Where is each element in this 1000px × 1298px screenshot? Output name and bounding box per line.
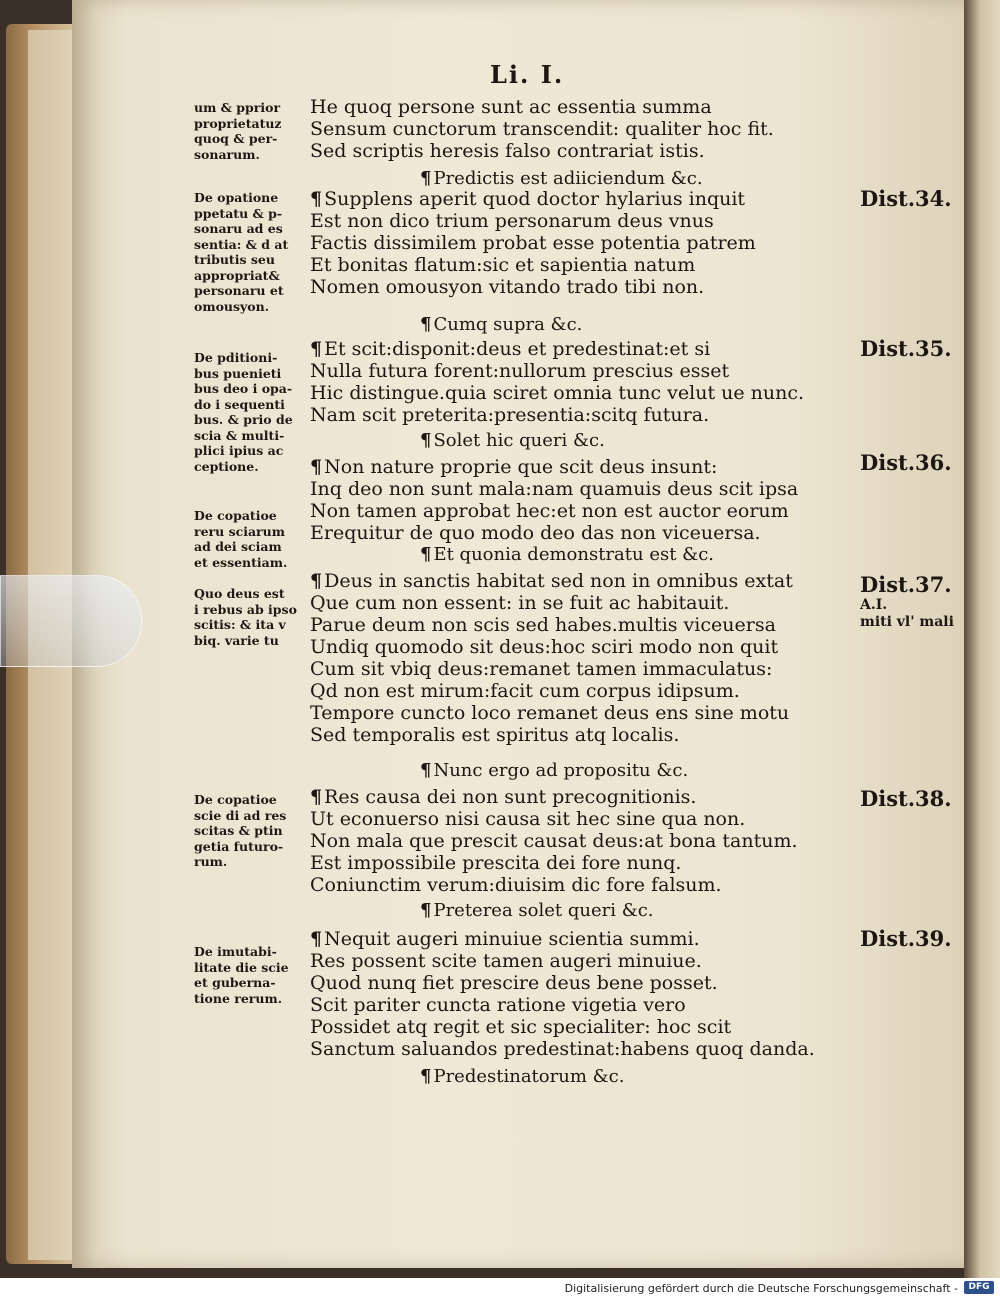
margin-line: i rebus ab ipso <box>194 601 297 617</box>
verse-line: Est impossibile prescita dei fore nunq. <box>310 852 682 874</box>
margin-note <box>194 190 306 314</box>
verse-block <box>310 188 870 298</box>
verse-line: Sed scriptis heresis falso contrariat istis. <box>310 140 705 162</box>
margin-line: De copatioe <box>194 508 277 523</box>
verse-line: ¶ Et scit:disponit:deus et predestinat:et si <box>310 338 711 360</box>
verse-line: Res possent scite tamen augeri minuiue. <box>310 950 702 972</box>
margin-line: um & pprior <box>194 100 281 115</box>
margin-note <box>194 792 306 870</box>
margin-line: personaru et <box>194 283 284 298</box>
funding-notice: Digitalisierung gefördert durch die Deutsche Forschungsgemeinschaft - <box>564 1282 958 1295</box>
distinctio-marker: Dist.34. <box>860 186 952 211</box>
margin-line: plici ipius ac <box>194 443 284 458</box>
section-heading-text: Preterea solet queri &c. <box>433 900 654 921</box>
pilcrow-icon: ¶ <box>420 900 432 921</box>
section-heading <box>420 544 800 565</box>
margin-line: et guberna- <box>194 975 276 990</box>
distinctio-label: Dist.37. <box>860 572 952 597</box>
margin-line: sonaru ad es <box>194 221 283 236</box>
distinctio-marker: Dist.35. <box>860 336 952 361</box>
margin-line: sentia: & d at <box>194 236 289 252</box>
pilcrow-icon: ¶ <box>420 1066 432 1087</box>
verse-block <box>310 456 870 544</box>
verse-block-opening <box>310 96 870 162</box>
verse-line: Qd non est mirum:facit cum corpus idipsum. <box>310 680 740 702</box>
verse-block <box>310 570 870 746</box>
margin-line: biq. varie tu <box>194 632 279 648</box>
margin-note <box>194 944 306 1006</box>
margin-line: et essentiam. <box>194 554 288 570</box>
section-heading-text: Predestinatorum &c. <box>433 1066 625 1087</box>
margin-line: sonarum. <box>194 146 260 162</box>
pilcrow-icon: ¶ <box>310 928 323 950</box>
verse-block <box>310 928 870 1060</box>
margin-line: Quo deus est <box>194 586 285 601</box>
margin-line: bus. & prio de <box>194 412 293 427</box>
verse-line: ¶ Supplens aperit quod doctor hylarius inquit <box>310 188 746 210</box>
margin-note <box>194 508 306 570</box>
verse-line: Tempore cuncto loco remanet deus ens sine motu <box>310 702 790 724</box>
verse-line: ¶ Non nature proprie que scit deus insunt: <box>310 456 718 478</box>
verse-line: Possidet atq regit et sic specialiter: hoc scit <box>310 1016 732 1038</box>
footer-bar <box>0 1278 1000 1298</box>
verse-line: ¶ Nequit augeri minuiue scientia summi. <box>310 928 700 950</box>
section-heading-text: Nunc ergo ad propositu &c. <box>433 760 689 781</box>
verse-line: Nulla futura forent:nullorum prescius esset <box>310 360 730 382</box>
pilcrow-icon: ¶ <box>310 570 323 592</box>
verse-line: Erequitur de quo modo deo das non viceuersa. <box>310 522 761 544</box>
verse-line: Scit pariter cuncta ratione vigetia vero <box>310 994 686 1016</box>
pilcrow-icon: ¶ <box>420 168 432 189</box>
margin-line: tributis seu <box>194 252 275 267</box>
verse-line: Nam scit preterita:presentia:scitq futura. <box>310 404 710 426</box>
verse-line: Hic distingue.quia sciret omnia tunc velut ue nunc. <box>310 382 805 404</box>
clip-holder <box>0 575 142 667</box>
distinctio-sub: A.I. <box>860 597 888 613</box>
margin-line: appropriat& <box>194 267 280 283</box>
verse-block <box>310 338 870 426</box>
running-head: Li. I. <box>490 60 565 89</box>
pilcrow-icon: ¶ <box>310 188 323 210</box>
margin-note <box>194 586 306 648</box>
verse-line: He quoq persone sunt ac essentia summa <box>310 96 712 118</box>
section-heading <box>420 168 800 189</box>
pilcrow-icon: ¶ <box>420 314 432 335</box>
pilcrow-icon: ¶ <box>420 544 432 565</box>
verse-line: Et bonitas flatum:sic et sapientia natum <box>310 254 696 276</box>
margin-line: do i sequenti <box>194 396 285 412</box>
margin-line: ppetatu & p- <box>194 205 283 221</box>
margin-line: litate die scie <box>194 959 289 975</box>
verse-line: Sed temporalis est spiritus atq localis. <box>310 724 680 746</box>
distinctio-marker: Dist.36. <box>860 450 952 475</box>
verse-line: Non tamen approbat hec:et non est auctor eorum <box>310 500 789 522</box>
margin-line: quoq & per- <box>194 131 278 146</box>
margin-line: scitis: & ita v <box>194 617 286 632</box>
pilcrow-icon: ¶ <box>310 338 323 360</box>
verse-line: Ut econuerso nisi causa sit hec sine qua non. <box>310 808 746 830</box>
dfg-logo: DFG <box>964 1281 994 1294</box>
margin-note-opening <box>194 100 306 162</box>
verse-line: Est non dico trium personarum deus vnus <box>310 210 714 232</box>
distinctio-marker: Dist.39. <box>860 926 952 951</box>
margin-line: getia futuro- <box>194 838 284 854</box>
margin-line: reru sciarum <box>194 523 285 539</box>
margin-line: proprietatuz <box>194 115 282 131</box>
section-heading-text: Predictis est adiiciendum &c. <box>433 168 703 189</box>
section-heading <box>420 314 800 335</box>
verse-line: Inq deo non sunt mala:nam quamuis deus scit ipsa <box>310 478 799 500</box>
margin-line: De imutabi- <box>194 944 277 959</box>
margin-line: De pditioni- <box>194 350 278 365</box>
margin-line: tione rerum. <box>194 990 283 1006</box>
margin-line: ceptione. <box>194 458 259 474</box>
margin-line: ad dei sciam <box>194 539 282 554</box>
verse-line: Coniunctim verum:diuisim dic fore falsum. <box>310 874 722 896</box>
verse-line: Sensum cunctorum transcendit: qualiter hoc fit. <box>310 118 774 140</box>
margin-line: bus puenieti <box>194 365 282 381</box>
verse-line: Sanctum saluandos predestinat:habens quoq danda. <box>310 1038 815 1060</box>
distinctio-marker: Dist.38. <box>860 786 952 811</box>
pilcrow-icon: ¶ <box>420 760 432 781</box>
pilcrow-icon: ¶ <box>420 430 432 451</box>
margin-line: scia & multi- <box>194 427 285 443</box>
distinctio-sub: miti vl' mali <box>860 614 954 630</box>
verse-line: Que cum non essent: in se fuit ac habitauit. <box>310 592 730 614</box>
margin-line: bus deo i opa- <box>194 381 293 396</box>
margin-line: omousyon. <box>194 298 270 314</box>
margin-line: rum. <box>194 854 228 869</box>
verse-line: Quod nunq fiet prescire deus bene posset. <box>310 972 718 994</box>
verse-line: Nomen omousyon vitando trado tibi non. <box>310 276 705 298</box>
section-heading <box>420 1066 800 1087</box>
margin-note <box>194 350 306 474</box>
margin-line: De copatioe <box>194 792 277 807</box>
verse-line: ¶ Res causa dei non sunt precognitionis. <box>310 786 697 808</box>
section-heading-text: Solet hic queri &c. <box>433 430 605 451</box>
verse-line: ¶ Deus in sanctis habitat sed non in omnibus extat <box>310 570 793 592</box>
section-heading-text: Cumq supra &c. <box>433 314 583 335</box>
section-heading <box>420 900 800 921</box>
distinctio-marker <box>860 572 960 631</box>
margin-line: scie di ad res <box>194 807 287 823</box>
verse-line: Parue deum non scis sed habes.multis viceuersa <box>310 614 776 636</box>
verse-line: Factis dissimilem probat esse potentia patrem <box>310 232 756 254</box>
right-gutter <box>964 0 1000 1278</box>
pilcrow-icon: ¶ <box>310 786 323 808</box>
section-heading-text: Et quonia demonstratu est &c. <box>433 544 714 565</box>
margin-line: De opatione <box>194 190 279 205</box>
section-heading <box>420 430 800 451</box>
verse-line: Non mala que prescit causat deus:at bona tantum. <box>310 830 798 852</box>
verse-line: Undiq quomodo sit deus:hoc sciri modo non quit <box>310 636 779 658</box>
verse-line: Cum sit vbiq deus:remanet tamen immaculatus: <box>310 658 773 680</box>
section-heading <box>420 760 800 781</box>
verse-block <box>310 786 870 896</box>
pilcrow-icon: ¶ <box>310 456 323 478</box>
margin-line: scitas & ptin <box>194 823 283 838</box>
